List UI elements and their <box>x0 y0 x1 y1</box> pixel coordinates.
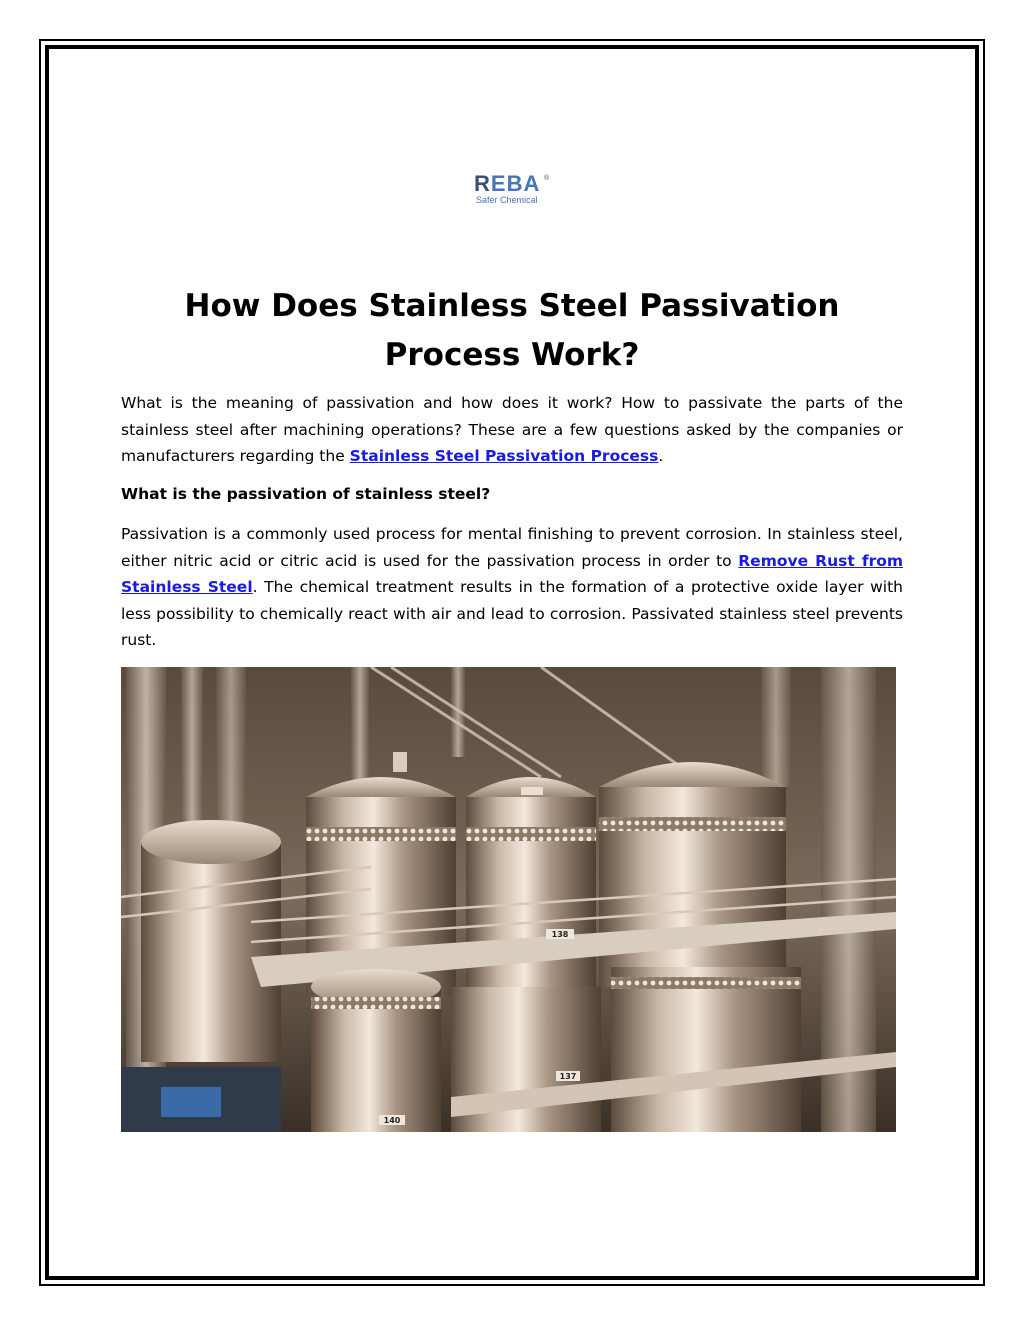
intro-text: What is the meaning of passivation and how does it work? How to passivate the parts of the stainless steel after machining operations? These are a few questions asked by the companies or manufacturers regarding the <box>121 394 903 465</box>
body-text: Passivation is a commonly used process for mental finishing to prevent corrosion. In stainless steel, either nitric acid or citric acid is used for the passivation process in order to <box>121 525 903 570</box>
body-paragraph <box>121 521 903 654</box>
reba-logo <box>474 173 554 205</box>
logo-letter-r: R <box>474 171 491 196</box>
tank-number-137: 137 <box>559 1072 577 1081</box>
page-title: How Does Stainless Steel Passivation Process Work? <box>184 288 840 373</box>
section-heading: What is the passivation of stainless steel? <box>121 485 491 503</box>
tank-number-140: 140 <box>383 1116 401 1125</box>
logo-wordmark <box>474 173 554 195</box>
remove-rust-link[interactable]: Remove Rust from Stainless Steel <box>121 551 904 596</box>
tank-number-138: 138 <box>551 930 569 939</box>
logo-letters-eba: EBA <box>490 171 541 196</box>
passivation-process-link[interactable]: Stainless Steel Passivation Process <box>349 447 659 465</box>
intro-text-end: . <box>658 447 664 465</box>
registered-mark: ® <box>544 175 550 182</box>
intro-paragraph <box>121 390 903 470</box>
body-text-end: . The chemical treatment results in the formation of a protective oxide layer with less possibility to chemically react with air and lead to corrosion. Passivated stainless steel prevents rust. <box>121 578 903 649</box>
logo-tagline: Safer Chemical <box>476 195 538 205</box>
stainless-tanks-photo <box>121 667 896 1132</box>
